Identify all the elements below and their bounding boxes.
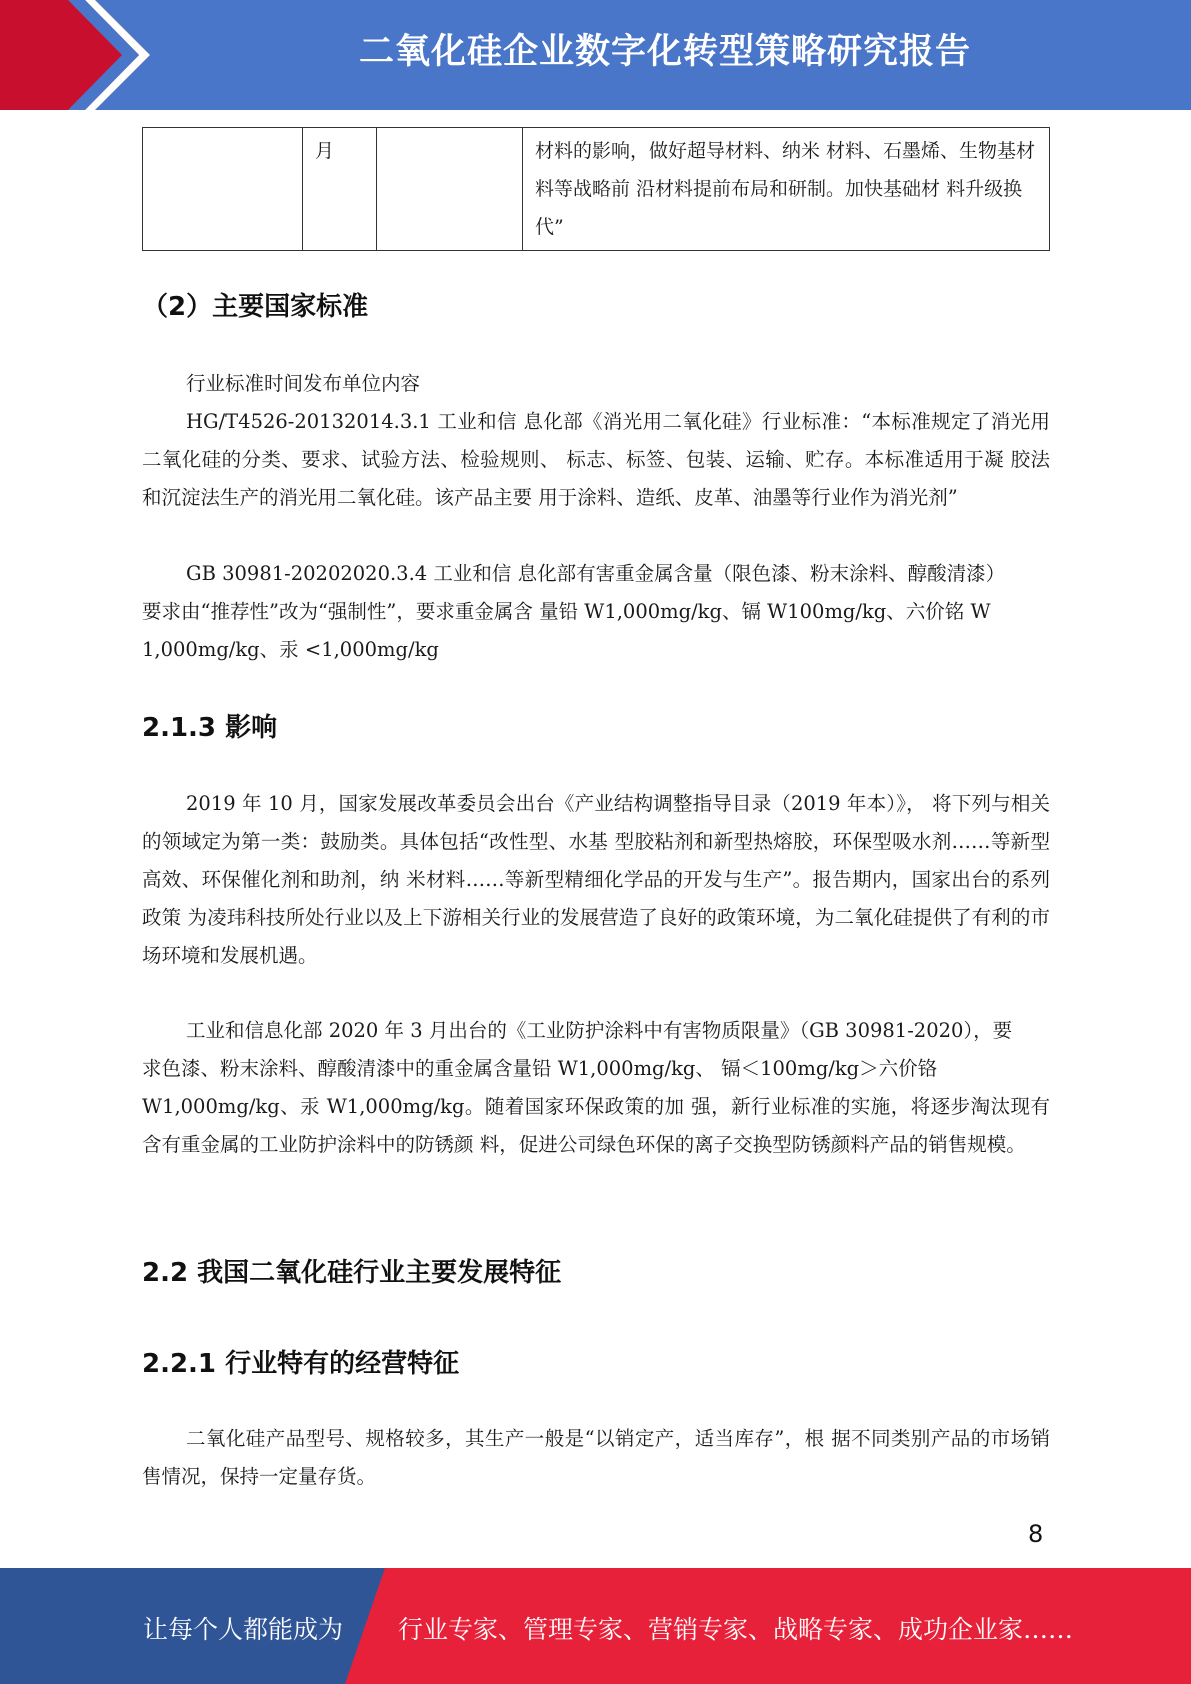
- header-band: [0, 0, 1191, 110]
- page-number: 8: [1028, 1520, 1044, 1548]
- standards-entry-2: [142, 555, 1050, 669]
- impact-paragraph-2-line: 工业和信息化部 2020 年 3 月出台的《工业防护涂料中有害物质限量》（GB 30981-2020），要: [186, 1019, 1013, 1042]
- standards-entry-2-line: 1,000mg/kg、汞 <1,000mg/kg: [142, 638, 439, 661]
- standards-entry-1: HG/T4526-20132014.3.1 工业和信 息化部《消光用二氧化硅》行业标准：“本标准规定了消光用二氧化硅的分类、要求、试验方法、检验规则、 标志、标签、包装、运输、贮存。本标准适用于凝 胶法和沉淀法生产的消光用二氧化硅。该产品主要 用于涂料、造纸、皮革、油墨等行业作为消光剂”: [142, 410, 1050, 509]
- impact-paragraph-2: [142, 1012, 1050, 1164]
- continued-table: [142, 127, 1050, 251]
- impact-paragraph-2-line: 求色漆、粉末涂料、醇酸清漆中的重金属含量铅 W1,000mg/kg、 镉＜100mg/kg＞六价铬: [142, 1057, 938, 1080]
- section-heading-221: 2.2.1 行业特有的经营特征: [142, 1349, 460, 1379]
- section-heading-standards: （2）主要国家标准: [142, 292, 369, 322]
- table-row: [143, 128, 1050, 251]
- table-cell: 材料的影响，做好超导材料、纳米 材料、石墨烯、生物基材料等战略前 沿材料提前布局和研制。加快基础材 料升级换代”: [523, 128, 1050, 251]
- report-title: 二氧化硅企业数字化转型策略研究报告: [358, 32, 971, 72]
- header-arrow-icon: [0, 0, 160, 110]
- impact-paragraph-1: 2019 年 10 月，国家发展改革委员会出台《产业结构调整指导目录（2019 年本）》， 将下列与相关的领域定为第一类：鼓励类。具体包括“改性型、水基 型胶粘剂和新型热熔胶，环保型吸水剂……等新型高效、环保催化剂和助剂，纳 米材料……等新型精细化学品的开发与生产”。报告期内，国家出台的系列政策 为凌玮科技所处行业以及上下游相关行业的发展营造了良好的政策环境，为二氧化硅提供了有利的市场环境和发展机遇。: [142, 792, 1050, 967]
- section-heading-213: 2.1.3 影响: [142, 713, 278, 743]
- table-cell: [143, 128, 303, 251]
- section-heading-22: 2.2 我国二氧化硅行业主要发展特征: [142, 1258, 562, 1288]
- standards-entry-2-line: GB 30981-20202020.3.4 工业和信 息化部有害重金属含量（限色漆、粉末涂料、醇酸清漆）: [186, 562, 1006, 585]
- standards-header-line: 行业标准时间发布单位内容: [186, 372, 421, 395]
- table-cell: 月: [303, 128, 377, 251]
- operating-features-paragraph: 二氧化硅产品型号、规格较多，其生产一般是“以销定产，适当库存”，根 据不同类别产品的市场销售情况，保持一定量存货。: [142, 1427, 1050, 1488]
- standards-entry-2-line: 要求由“推荐性”改为“强制性”，要求重金属含 量铅 W1,000mg/kg、镉 W100mg/kg、六价铭 W: [142, 600, 991, 623]
- footer-slogan-right: 行业专家、管理专家、营销专家、战略专家、成功企业家……: [398, 1615, 1074, 1644]
- impact-paragraph-2-line: W1,000mg/kg、汞 W1,000mg/kg。随着国家环保政策的加 强，新行业标准的实施，将逐步淘汰现有含有重金属的工业防护涂料中的防锈颜 料，促进公司绿色环保的离子交换型防锈颜料产品的销售规模。: [142, 1095, 1050, 1156]
- table-cell: [377, 128, 523, 251]
- footer-slogan-left: 让每个人都能成为: [143, 1615, 344, 1644]
